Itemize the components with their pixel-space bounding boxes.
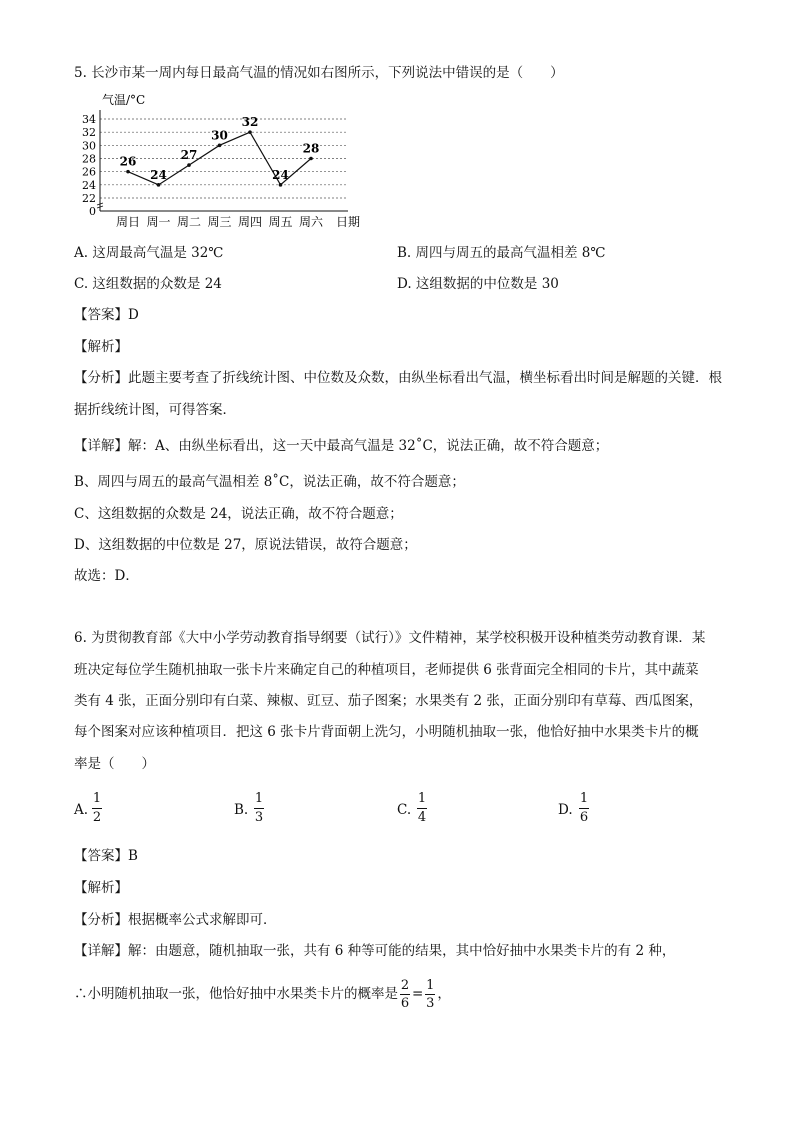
q6-detail-equals: = [412, 986, 424, 1002]
y-tick-label: 32 [82, 126, 96, 140]
q5-analysis-heading: 【解析】 [74, 339, 128, 355]
data-label: 27 [180, 148, 198, 163]
data-label: 24 [272, 167, 289, 182]
q6-detail-fraction-2 [425, 978, 435, 1011]
q5-option-a: A. 这周最高气温是 32℃ [74, 245, 224, 261]
x-category-label: 周一 [146, 215, 171, 229]
q5-detail-3: C、这组数据的众数是 24，说法正确，故不符合题意； [74, 506, 403, 522]
y-tick-label: 0 [89, 205, 96, 218]
data-point [157, 183, 161, 187]
data-point [309, 157, 313, 161]
q6-detail-fraction-1-den: 6 [400, 996, 410, 1011]
q6-detail-fraction-1 [400, 978, 410, 1011]
q5-option-d: D. 这组数据的中位数是 30 [397, 276, 559, 292]
q5-detail-2: B、周四与周五的最高气温相差 8˚C，说法正确，故不符合题意； [74, 474, 465, 490]
q6-option-b-fraction [254, 791, 264, 826]
data-label: 26 [119, 154, 137, 169]
x-category-label: 周五 [268, 215, 293, 229]
x-category-label: 周四 [237, 215, 263, 229]
q6-stem-line-3: 类有 4 张，正面分别印有白菜、辣椒、豇豆、茄子图案；水果类有 2 张，正面分别印有草莓、西瓜图案， [74, 693, 703, 709]
q6-detail-2 [74, 972, 451, 1016]
chart-x-axis-label: 日期 [336, 215, 361, 229]
data-label: 24 [150, 167, 167, 182]
q6-stem-line-4: 每个图案对应该种植项目．把这 6 张卡片背面朝上洗匀，小明随机抽取一张，他恰好抽中水果类卡片的概 [74, 724, 699, 740]
q6-stem-line-5: 率是（ ） [74, 756, 155, 772]
data-label: 32 [241, 115, 259, 130]
q6-option-a-denominator: 2 [92, 810, 102, 825]
q6-option-b-denominator: 3 [254, 810, 264, 825]
data-point [187, 163, 191, 167]
q6-option-c-denominator: 4 [417, 810, 427, 825]
x-category-label: 周六 [298, 215, 324, 229]
x-category-label: 周三 [207, 215, 232, 229]
data-point [248, 130, 252, 134]
q6-detail-fraction-1-num: 2 [400, 978, 410, 993]
q6-option-d-label: D. [558, 802, 573, 818]
q5-analysis-line-2: 据折线统计图，可得答案． [74, 402, 236, 418]
q6-option-c-fraction [417, 791, 427, 826]
q6-option-c-label: C. [397, 802, 412, 818]
q6-option-a-fraction [92, 791, 102, 826]
q6-detail-fraction-2-num: 1 [426, 978, 435, 993]
q5-answer: 【答案】D [74, 307, 139, 323]
q6-option-d-fraction [579, 791, 589, 826]
data-label: 30 [211, 128, 228, 143]
q5-conclusion: 故选：D． [74, 568, 139, 584]
q5-option-c: C. 这组数据的众数是 24 [74, 276, 222, 292]
q6-option-a-numerator: 1 [92, 791, 102, 806]
q5-stem: 5. 长沙市某一周内每日最高气温的情况如右图所示，下列说法中错误的是（ ） [74, 65, 564, 81]
q6-option-a-label: A. [74, 802, 89, 818]
data-point [218, 144, 222, 148]
chart-y-axis-label: 气温/°C [102, 93, 146, 107]
y-tick-label: 24 [82, 178, 96, 192]
q6-detail-2-prefix: ∴小明随机抽取一张，他恰好抽中水果类卡片的概率是 [74, 986, 398, 1002]
data-label: 28 [302, 141, 320, 156]
x-category-label: 周日 [115, 215, 141, 229]
q6-stem-line-2: 班决定每位学生随机抽取一张卡片来确定自己的种植项目，老师提供 6 张背面完全相同的卡片，其中蔬菜 [74, 662, 699, 678]
q6-stem-line-1: 6. 为贯彻教育部《大中小学劳动教育指导纲要（试行）》文件精神，某学校积极开设种植类劳动教育课．某 [74, 630, 706, 646]
q5-detail-4: D、这组数据的中位数是 27，原说法错误，故符合题意； [74, 537, 417, 553]
y-tick-label: 28 [82, 152, 96, 166]
y-tick-label: 34 [82, 113, 96, 126]
data-point [279, 183, 283, 187]
x-category-label: 周二 [176, 215, 202, 229]
q6-answer: 【答案】B [74, 848, 138, 864]
q6-analysis: 【分析】根据概率公式求解即可． [74, 912, 277, 928]
q6-option-b-label: B. [234, 802, 249, 818]
q5-analysis-line-1: 【分析】此题主要考查了折线统计图、中位数及众数，由纵坐标看出气温，横坐标看出时间是解题的关键．根 [74, 370, 722, 386]
q5-detail-1: 【详解】解：A、由纵坐标看出，这一天中最高气温是 32˚C，说法正确，故不符合题意； [74, 438, 609, 454]
q6-option-c-numerator: 1 [417, 791, 427, 806]
temperature-line-chart [70, 90, 370, 232]
y-tick-label: 26 [82, 165, 96, 179]
q6-option-b-numerator: 1 [254, 791, 264, 806]
q6-option-d-denominator: 6 [579, 810, 589, 825]
data-point [126, 170, 130, 174]
q5-option-b: B. 周四与周五的最高气温相差 8℃ [397, 245, 606, 261]
q6-detail-1: 【详解】解：由题意，随机抽取一张，共有 6 种等可能的结果，其中恰好抽中水果类卡片的有 2 种， [74, 943, 676, 959]
q6-detail-fraction-2-den: 3 [426, 996, 435, 1011]
q6-detail-2-suffix: ， [437, 986, 451, 1002]
y-tick-label: 22 [82, 192, 96, 205]
q6-analysis-heading: 【解析】 [74, 880, 128, 896]
y-tick-label: 30 [82, 139, 96, 153]
q6-option-d-numerator: 1 [579, 791, 589, 806]
